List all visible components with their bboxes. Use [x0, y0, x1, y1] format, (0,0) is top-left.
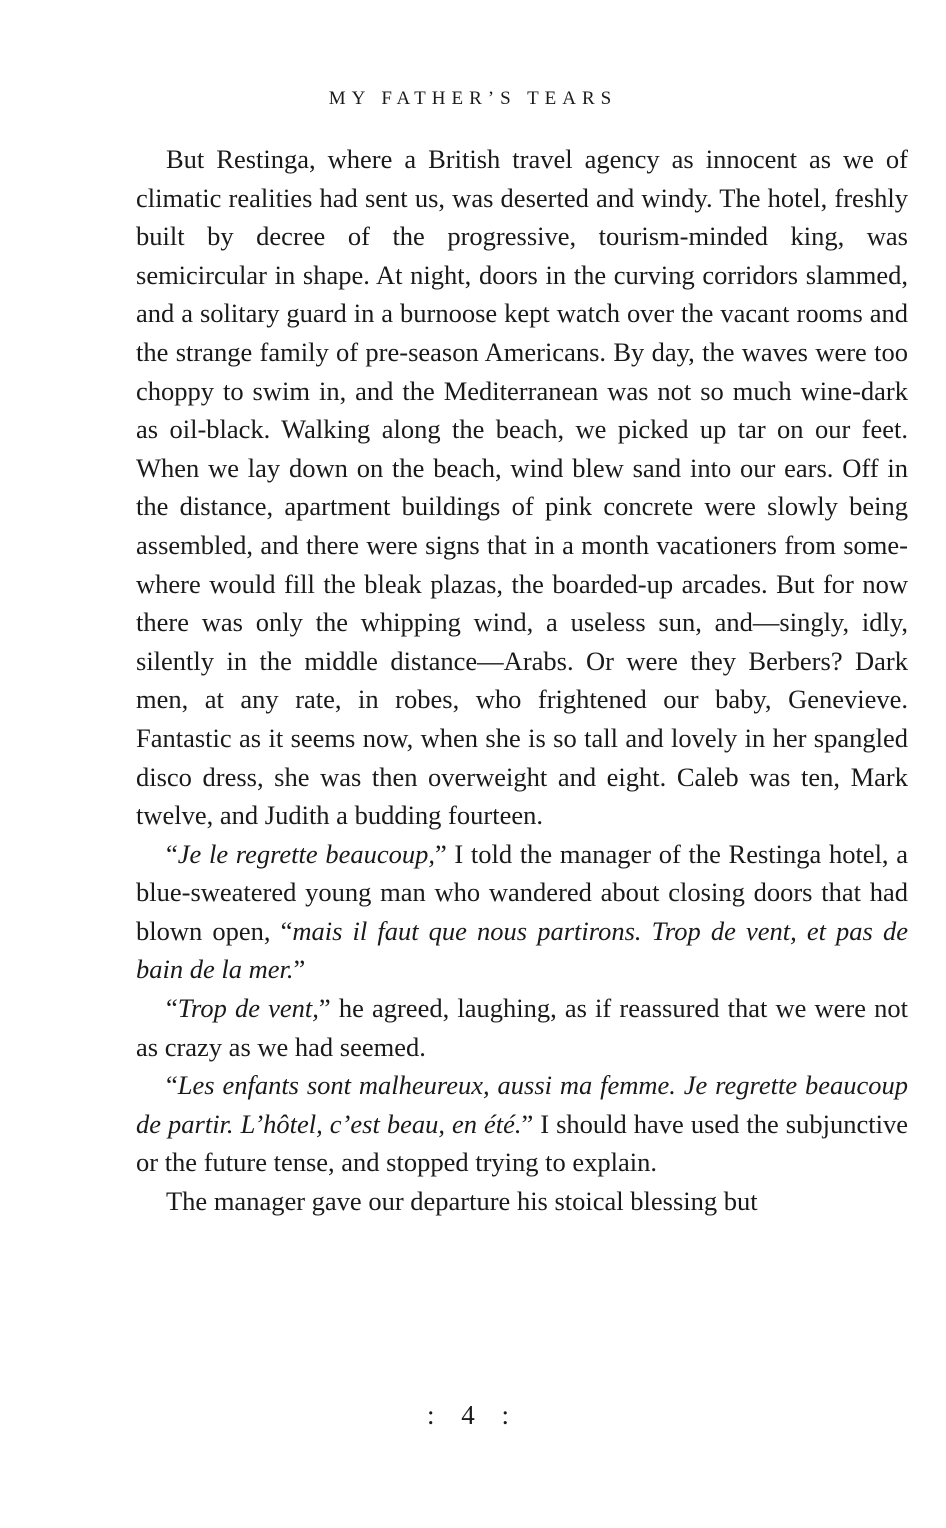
page-number: : 4 :: [426, 1400, 519, 1430]
french-phrase: Les enfants sont malheureux, aussi ma femme. Je regrette beaucoup de partir. L’hôtel, c’est beau, en été.: [136, 1070, 908, 1139]
narration: ” he agreed, laughing, as if reassured that we were not as crazy as we had seemed.: [136, 993, 908, 1062]
body-text: [136, 140, 908, 1221]
narration: ” I told the manager of the Restinga hotel, a blue-sweatered young man who wandered about closing doors that had blown open, “: [136, 838, 908, 946]
paragraph-5: The manager gave our departure his stoical blessing but: [166, 1186, 758, 1217]
paragraph-3: [136, 989, 908, 1066]
paragraph-4: [136, 1066, 908, 1182]
quote-mark: “: [166, 838, 178, 869]
paragraph-2: [136, 835, 908, 989]
french-phrase: mais il faut que nous partirons. Trop de vent, et pas de bain de la mer.: [136, 915, 908, 985]
quote-mark: “: [166, 1070, 178, 1101]
quote-mark: “: [166, 993, 178, 1024]
quote-mark: ”: [293, 954, 306, 985]
running-head: MY FATHER’S TEARS: [328, 88, 618, 109]
paragraph-1: But Restinga, where a British travel agency as innocent as we of climatic realities had sent us, was deserted and windy. The hotel, freshly built by decree of the progressive, tourism-minded king, was semicircular in shape. At night, doors in the curving corridors slammed, and a solitary guard in a burnoose kept watch over the vacant rooms and the strange family of pre-season Americans. By day, the waves were too choppy to swim in, and the Mediterranean was not so much wine-dark as oil-black. Walking along the beach, we picked up tar on our feet. When we lay down on the beach, wind blew sand into our ears. Off in the distance, apartment buildings of pink concrete were slowly being assembled, and there were signs that in a month vacationers from somewhere would fill the bleak plazas, the boarded-up arcades. But for now there was only the whipping wind, a useless sun, and—singly, idly, silently in the middle distance—Arabs. Or were they Berbers? Dark men, at any rate, in robes, who frightened our baby, Genevieve. Fantastic as it seems now, when she is so tall and lovely in her spangled disco dress, she was then overweight and eight. Caleb was ten, Mark twelve, and Judith a budding fourteen.: [136, 144, 908, 831]
narration: ” I should have used the subjunctive or the future tense, and stopped trying to explain.: [136, 1108, 908, 1178]
french-phrase: Je le regrette beaucoup,: [177, 838, 435, 869]
french-phrase: Trop de vent,: [177, 993, 319, 1024]
